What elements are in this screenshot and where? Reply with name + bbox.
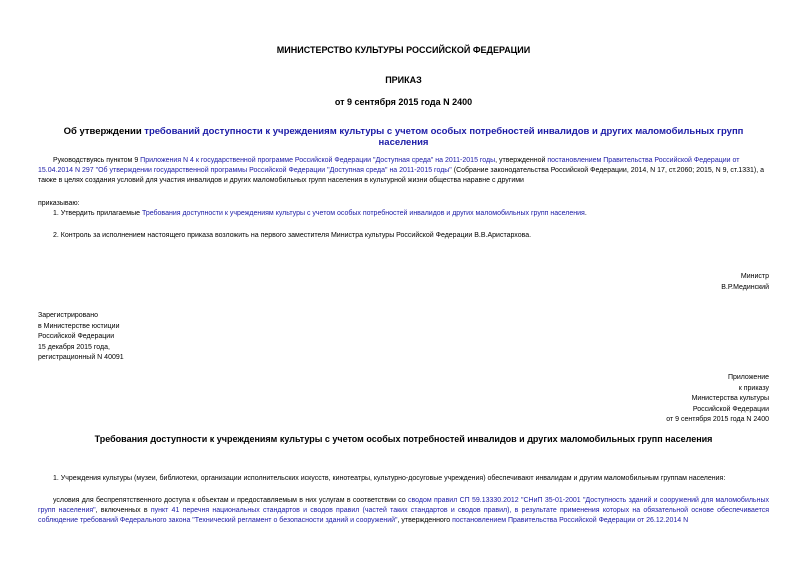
order-date-number: от 9 сентября 2015 года N 2400 — [334, 97, 473, 107]
appendix-block — [666, 373, 769, 426]
appendix-line-2: к приказу — [738, 384, 769, 392]
orders-label: приказываю: — [38, 200, 80, 207]
preamble-text-2: , утвержденной — [495, 157, 548, 164]
preamble-text-3: (Собрание законодательства Российской Федерации, 2014, N 17, ст.2060; 2015, N 9, ст.1331), а также в целях создания условий для участия инвалидов и других маломобильных групп населения в культурной жизни общества наравне с другими — [38, 167, 764, 184]
order-item-1 — [38, 209, 769, 219]
registration-block — [38, 311, 124, 364]
order-title — [38, 126, 769, 148]
registration-line-4: 15 декабря 2015 года, — [38, 343, 110, 351]
preamble-text-1: Руководствуясь пунктом 9 — [53, 157, 141, 164]
order-item-2: 2. Контроль за исполнением настоящего приказа возложить на первого заместителя Министра культуры Российской Федерации В.В.Аристархова. — [53, 232, 532, 239]
appendix-line-4: Российской Федерации — [692, 405, 769, 413]
preamble-link-appendix[interactable]: Приложения N 4 к государственной программе Российской Федерации "Доступная среда" на 2011-2015 годы — [140, 157, 496, 164]
registration-line-5: регистрационный N 40091 — [38, 354, 124, 361]
appendix-line-5: от 9 сентября 2015 года N 2400 — [666, 416, 769, 423]
order-item-1-link[interactable]: Требования доступности к учреждениям культуры с учетом особых потребностей инвалидов и других маломобильных групп населения — [141, 210, 585, 217]
ministry-heading: МИНИСТЕРСТВО КУЛЬТУРЫ РОССИЙСКОЙ ФЕДЕРАЦИИ — [276, 45, 531, 55]
conditions-text-1: условия для беспрепятственного доступа к объектам и предоставляемым в них услугам в соответствии со — [53, 497, 409, 504]
requirements-conditions-paragraph — [38, 496, 769, 526]
registration-line-2: в Министерстве юстиции — [38, 322, 120, 330]
conditions-link-sp[interactable]: сводом правил СП 59.13330.2012 "СНиП 35-01-2001 "Доступность зданий и сооружений для маломобильных групп населения" — [38, 497, 769, 514]
conditions-text-2: , включенных в — [95, 507, 151, 514]
signature-position: Министр — [740, 273, 769, 280]
registration-line-3: Российской Федерации — [38, 333, 115, 340]
conditions-link-list[interactable]: пункт 41 перечня национальных стандартов и сводов правил (частей таких стандартов и сводов правил), в результате применения которых на обязательной основе обеспечивается соблюдение требований Федерального закона "Технический регламент о безопасности зданий и сооружений" — [38, 507, 770, 524]
preamble-link-resolution[interactable]: постановлением Правительства Российской Федерации от 15.04.2014 N 297 "Об утверждении государственной программы Российской Федерации "Доступная среда" на 2011-2015 годы" — [38, 157, 740, 174]
order-item-1-prefix: 1. Утвердить прилагаемые — [53, 210, 142, 217]
signature-block — [569, 271, 769, 293]
signature-name: В.Р.Мединский — [721, 284, 769, 291]
appendix-line-1: Приложение — [727, 374, 769, 381]
registration-line-1: Зарегистрировано — [38, 312, 98, 319]
order-item-1-suffix: . — [584, 210, 587, 217]
requirements-title: Требования доступности к учреждениям культуры с учетом особых потребностей инвалидов и других маломобильных групп населения — [94, 434, 713, 444]
conditions-text-3: , утвержденного — [397, 517, 453, 524]
requirements-item-1: 1. Учреждения культуры (музеи, библиотеки, организации исполнительских искусств, кинотеатры, культурно-досуговые учреждения) обеспечивают инвалидам и другим маломобильным группам населения: — [53, 475, 726, 482]
preamble-paragraph — [38, 156, 769, 186]
doc-type-heading: ПРИКАЗ — [385, 75, 422, 85]
order-title-prefix: Об утверждении — [63, 126, 145, 137]
order-title-link[interactable]: требований доступности к учреждениям культуры с учетом особых потребностей инвалидов и других маломобильных групп населения — [144, 126, 744, 148]
appendix-line-3: Министерства культуры — [691, 395, 769, 402]
conditions-link-resolution[interactable]: постановлением Правительства Российской Федерации от 26.12.2014 N — [452, 517, 689, 524]
